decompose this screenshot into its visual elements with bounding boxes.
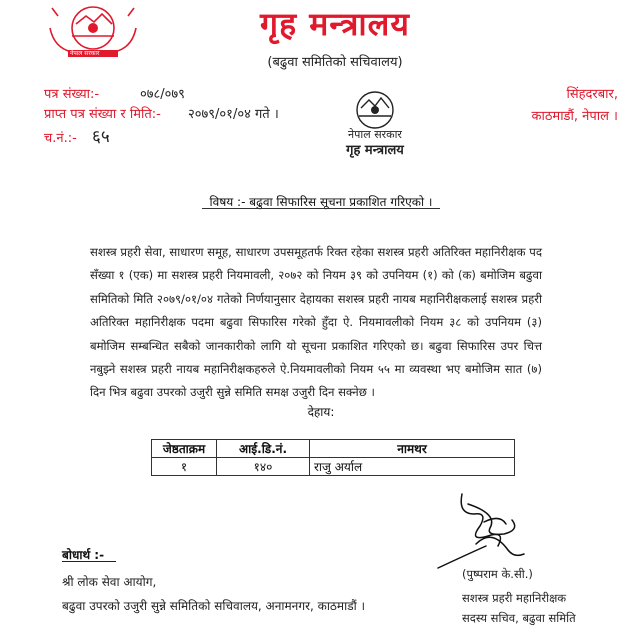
table-header-row <box>152 440 515 458</box>
emblem-caption: नेपाल सरकार <box>70 50 100 57</box>
subject-line: विषय :- बढुवा सिफारिस सूचना प्रकाशित गरिएको । <box>209 195 433 209</box>
signer-role: सदस्य सचिव, बढुवा समिति <box>462 611 576 625</box>
dispatch-label: च.नं.:- <box>44 131 77 146</box>
signer-designation: सशस्त्र प्रहरी महानिरीक्षक <box>462 591 567 605</box>
received-value: २०७९/०१/०४ गते । <box>188 107 279 122</box>
subject-underline <box>202 208 440 209</box>
col-id-no: आई.डि.नं. <box>217 440 310 458</box>
ministry-title: गृह मन्त्रालय <box>260 5 410 43</box>
stamp-top-text: नेपाल सरकार <box>348 128 402 141</box>
cell-name: राजु अर्याल <box>310 458 515 476</box>
secretariat-subtitle: (बढुवा समितिको सचिवालय) <box>267 55 403 70</box>
col-seniority: जेष्ठताक्रम <box>152 440 217 458</box>
dispatch-value: ६५ <box>92 127 110 147</box>
cc-item: श्री लोक सेवा आयोग, <box>62 575 157 589</box>
cc-heading: बोधार्थ :- <box>62 548 105 562</box>
dehay-label: देहाय: <box>307 405 335 419</box>
received-label: प्राप्त पत्र संख्या र मिति:- <box>44 107 161 122</box>
cc-heading-underline <box>62 561 116 562</box>
cell-id-no: १४० <box>217 458 310 476</box>
signature-image <box>428 484 540 570</box>
ministry-stamp-logo <box>325 84 425 160</box>
letter-no-value: ०७८/०७९ <box>140 87 185 102</box>
col-name: नामथर <box>310 440 515 458</box>
promotion-table <box>151 439 515 476</box>
cc-item: बढुवा उपरको उजुरी सुन्ने समितिको सचिवालय, अनामनगर, काठमाडौं । <box>62 599 366 613</box>
address-line2: काठमाडौं, नेपाल । <box>531 109 618 124</box>
address-line1: सिंहदरबार, <box>566 87 618 102</box>
stamp-bottom-text: गृह मन्त्रालय <box>346 143 404 158</box>
cell-seniority: १ <box>152 458 217 476</box>
notice-body: सशस्त्र प्रहरी सेवा, साधारण समूह, साधारण उपसमूहतर्फ रिक्त रहेका सशस्त्र प्रहरी अतिरिक्त महानिरीक्षक पद सँख्या १ (एक) मा सशस्त्र प्रहरी नियमावली, २०७२ को नियम ३९ को उपनियम (१) को (क) बमोजिम बढुवा समितिको मिति २०७९/०१/०४ गतेको निर्णयानुसार देहायका सशस्त्र प्रहरी नायब महानिरीक्षकलाई सशस्त्र प्रहरी अतिरिक्त महानिरीक्षक पदमा बढुवा सिफारिस गरेको हुँदा ऐ. नियमावलीको नियम ३८ को उपनियम (३) बमोजिम सम्बन्धित सबैको जानकारीको लागि यो सूचना प्रकाशित गरिएको छ। बढुवा सिफारिस उपर चित्त नबुझ्ने सशस्त्र प्रहरी नायब महानिरीक्षकहरुले ऐ.नियमावलीको नियम ५५ मा व्यवस्था भए बमोजिम सात (७) दिन भित्र बढुवा उपरको उजुरी सुन्ने समिति समक्ष उजुरी दिन सक्नेछ । <box>90 245 542 400</box>
signer-name: (पुष्पराम के.सी.) <box>462 567 533 581</box>
letter-no-label: पत्र संख्या:- <box>44 87 100 102</box>
table-row <box>152 458 515 476</box>
